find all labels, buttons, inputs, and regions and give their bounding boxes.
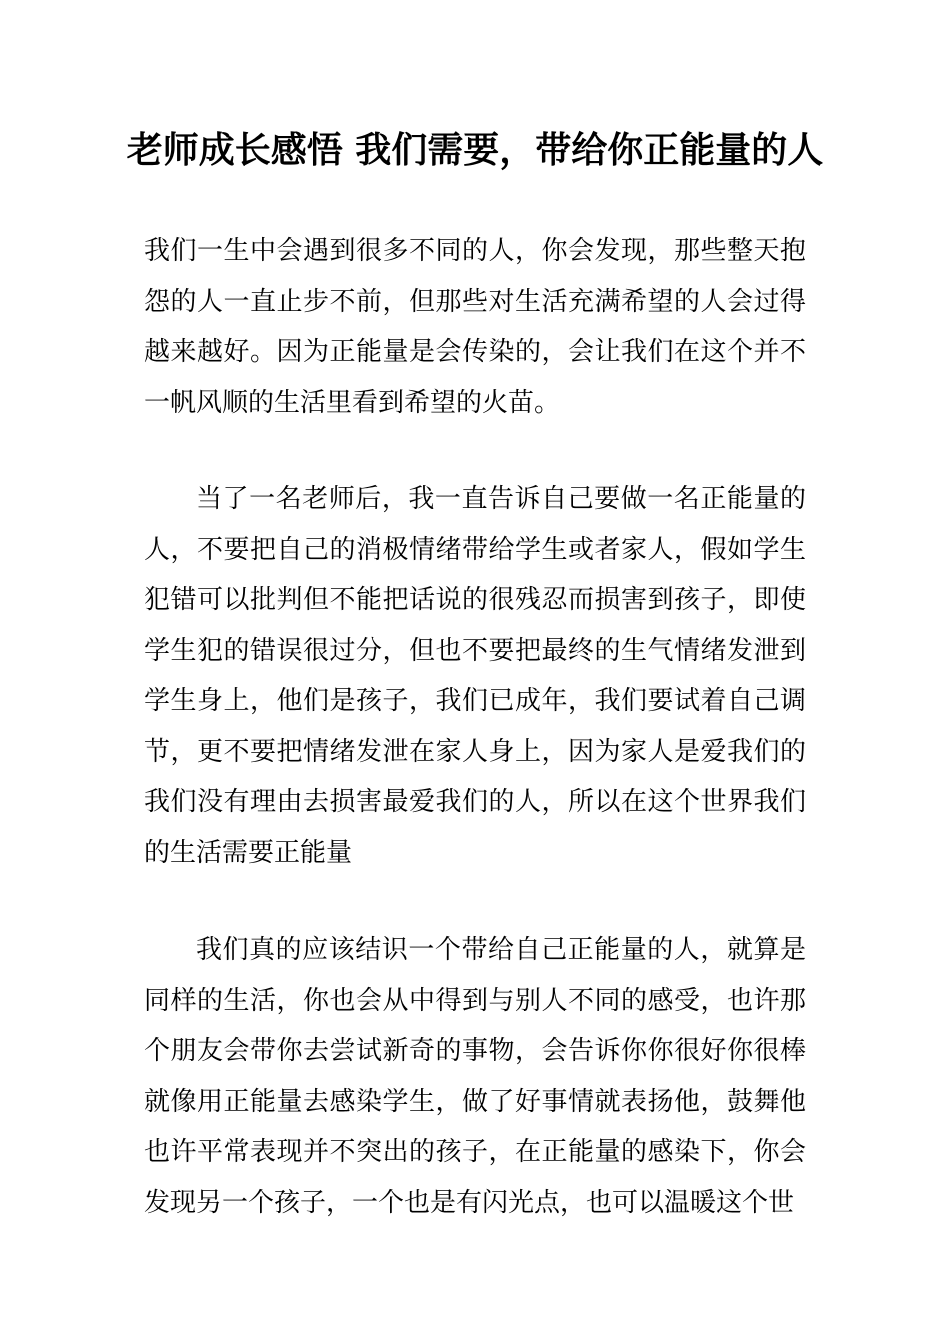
paragraph-friend: 我们真的应该结识一个带给自己正能量的人，就算是同样的生活，你也会从中得到与别人不同的感受，也许那个朋友会带你去尝试新奇的事物，会告诉你你很好你很棒就像用正能量去感染学生，做了好事情就表扬他，鼓舞他也许平常表现并不突出的孩子，在正能量的感染下，你会发现另一个孩子，一个也是有闪光点，也可以温暖这个世: [144, 935, 806, 1218]
paragraph-intro: 我们一生中会遇到很多不同的人，你会发现，那些整天抱怨的人一直止步不前，但那些对生活充满希望的人会过得越来越好。因为正能量是会传染的，会让我们在这个并不一帆风顺的生活里看到希望的火苗。: [144, 236, 806, 418]
paragraph-teacher: 当了一名老师后，我一直告诉自己要做一名正能量的人，不要把自己的消极情绪带给学生或者家人，假如学生犯错可以批判但不能把话说的很残忍而损害到孩子，即使学生犯的错误很过分，但也不要把最终的生气情绪发泄到学生身上，他们是孩子，我们已成年，我们要试着自己调节，更不要把情绪发泄在家人身上，因为家人是爱我们的我们没有理由去损害最爱我们的人，所以在这个世界我们的生活需要正能量: [144, 484, 806, 868]
document-title: 老师成长感悟 我们需要，带给你正能量的人: [126, 130, 824, 171]
